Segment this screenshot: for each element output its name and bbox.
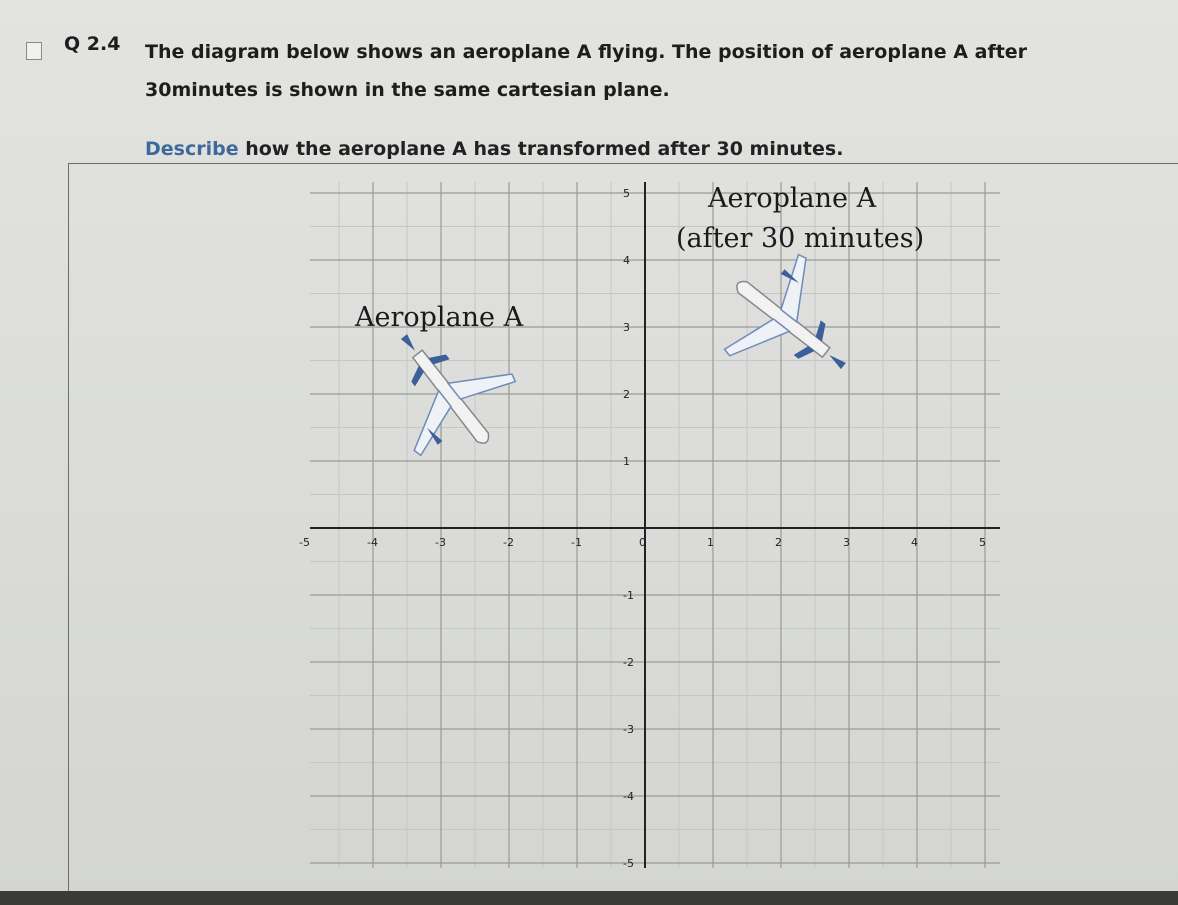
y-tick-label: 1 bbox=[623, 455, 630, 468]
label-aeroplane-after-line1: Aeroplane A bbox=[708, 183, 877, 214]
x-tick-label: -4 bbox=[367, 536, 378, 549]
x-tick-label: 3 bbox=[843, 536, 850, 549]
x-tick-label: 5 bbox=[979, 536, 986, 549]
grid-lines bbox=[310, 182, 1000, 868]
instruction-text: how the aeroplane A has transformed after 30 minutes. bbox=[238, 138, 844, 160]
y-tick-label: 4 bbox=[623, 254, 630, 267]
aeroplane-after-icon bbox=[700, 235, 882, 415]
x-tick-label: 1 bbox=[707, 536, 714, 549]
axes bbox=[310, 182, 1000, 868]
y-tick-label: 5 bbox=[623, 187, 630, 200]
x-tick-label: 0 bbox=[639, 536, 646, 549]
y-tick-label: -1 bbox=[623, 589, 634, 602]
question-number: Q 2.4 bbox=[64, 33, 121, 55]
x-tick-label: -3 bbox=[435, 536, 446, 549]
x-tick-label: -2 bbox=[503, 536, 514, 549]
y-tick-label: -2 bbox=[623, 656, 634, 669]
y-tick-label: -5 bbox=[623, 857, 634, 870]
x-tick-label: 2 bbox=[775, 536, 782, 549]
screen-bottom-edge bbox=[0, 891, 1178, 905]
x-tick-label: -1 bbox=[571, 536, 582, 549]
y-tick-label: -4 bbox=[623, 790, 634, 803]
x-tick-label: 4 bbox=[911, 536, 918, 549]
instruction-keyword: Describe bbox=[145, 138, 239, 160]
label-aeroplane-after-line2: (after 30 minutes) bbox=[676, 223, 925, 254]
y-tick-label: 3 bbox=[623, 321, 630, 334]
y-tick-label: -3 bbox=[623, 723, 634, 736]
y-tick-label: 2 bbox=[623, 388, 630, 401]
label-aeroplane-original: Aeroplane A bbox=[355, 302, 524, 333]
question-text: The diagram below shows an aeroplane A flying. The position of aeroplane A after 30minutes is shown in the same cartesian plane. bbox=[145, 41, 1028, 101]
x-tick-label: -5 bbox=[299, 536, 310, 549]
